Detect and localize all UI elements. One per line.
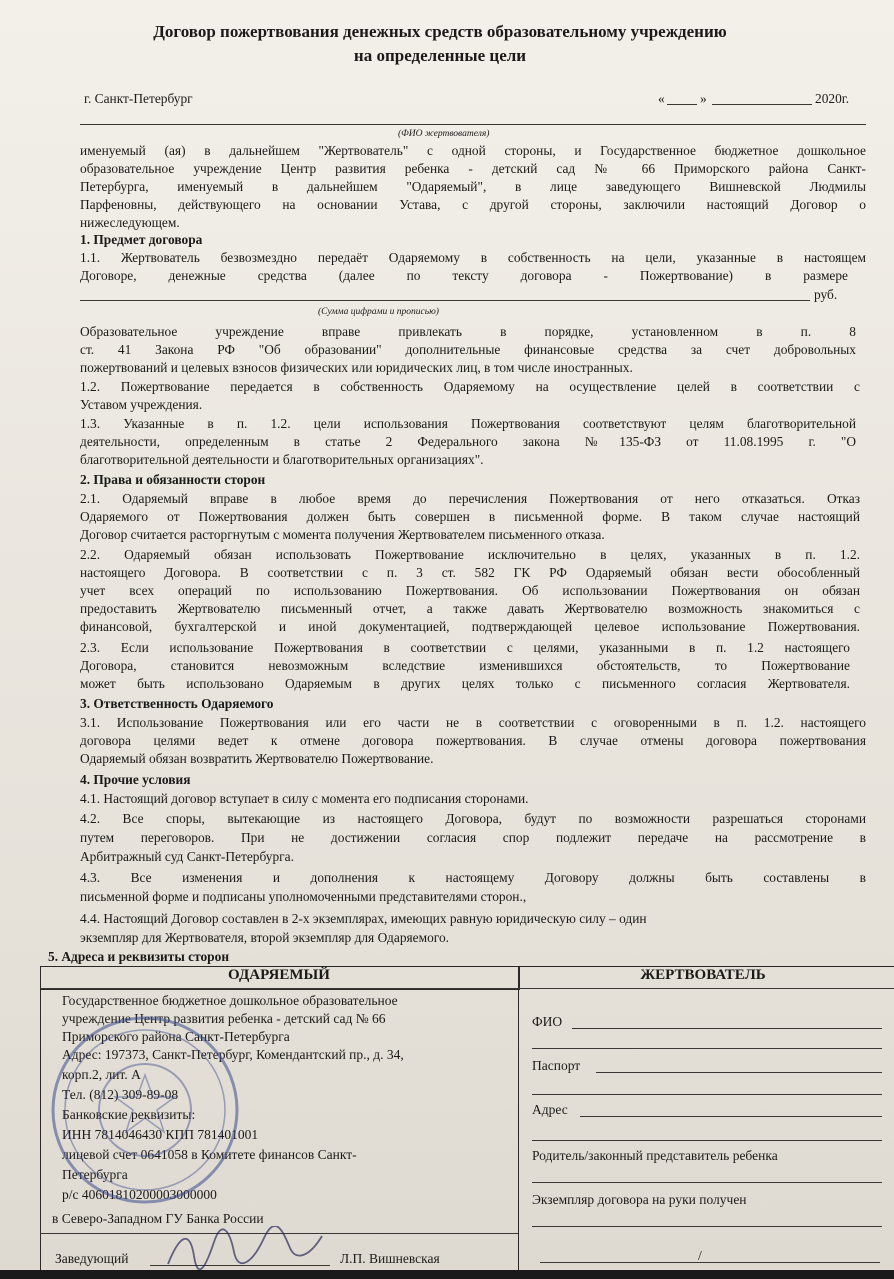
copy-received-line[interactable] [532,1226,882,1227]
clause-2-1: Одаряемого от Пожертвования должен быть совершен в письменной форме. В таком случае настоящий [80,509,860,524]
donee-header: ОДАРЯЕМЫЙ [228,967,330,983]
intro-line: нижеследующем. [80,215,180,230]
section-2-title: 2. Права и обязанности сторон [80,472,266,487]
clause-1-1: 1.1. Жертвователь безвозмездно передаёт Одаряемому в собственность на цели, указанные в настоящем [80,250,866,265]
donor-passport-line-2[interactable] [532,1094,882,1095]
donee-line: учреждение Центр развития ребенка - детский сад № 66 [62,1011,386,1026]
donor-address-line[interactable] [580,1116,882,1117]
section-3-title: 3. Ответственность Одаряемого [80,696,274,711]
fio-caption: (ФИО жертвователя) [398,129,490,139]
clause-2-3: Договора, становится невозможным вследствие изменившихся обстоятельств, то Пожертвование [80,658,850,673]
donor-passport-label: Паспорт [532,1058,581,1073]
date-close-quote: » [700,91,707,106]
section-5-title: 5. Адреса и реквизиты сторон [48,949,230,964]
intro-line: именуемый (ая) в дальнейшем "Жертвователь" с одной стороны, и Государственное бюджетное дошкольное [80,143,866,158]
donor-passport-line[interactable] [596,1072,882,1073]
sum-blank-line [80,300,810,301]
donee-line: корп.2, лит. А [62,1067,141,1082]
rub-label: руб. [814,287,838,302]
clause-2-3: 2.3. Если использование Пожертвования в соответствии с целями, указанными в п. 1.2 настоящего [80,640,850,655]
donee-line: Банковские реквизиты: [62,1107,196,1122]
donee-line: в Северо-Западном ГУ Банка России [52,1211,264,1226]
clause-1-3: 1.3. Указанные в п. 1.2. цели использования Пожертвования соответствуют целям благотворительной [80,416,856,431]
clause-3-1: договора целями ведет к отмене договора пожертвования. В случае отмены договора пожертвования [80,733,866,748]
donee-line: Петербурга [62,1167,128,1182]
date-day-blank [667,104,697,105]
clause-2-2: финансовой, бухгалтерской и иной документацией, подтверждающей целевое использование Пожертвования. [80,619,860,634]
clause-1-1b: ст. 41 Закона РФ "Об образовании" дополнительные финансовые средства за счет добровольных [80,342,856,357]
donor-fio-line-2[interactable] [532,1048,882,1049]
clause-2-2: учет всех операций по использованию Пожертвования. Об использовании Пожертвования он обязан [80,583,860,598]
head-label: Заведующий [55,1251,129,1266]
signature-icon [160,1226,330,1270]
copy-received-label: Экземпляр договора на руки получен [532,1192,747,1207]
donee-line: Приморского района Санкт-Петербурга [62,1029,290,1044]
clause-1-1: Договоре, денежные средства (далее по тексту договора - Пожертвование) в размере [80,268,848,283]
clause-2-1: Договор считается расторгнутым с момента получения Жертвователем письменного отказа. [80,527,605,542]
donor-representative-line[interactable] [532,1182,882,1183]
clause-2-2: предоставить Жертвователю письменный отчет, а также давать Жертвователю возможность знакомиться с [80,601,860,616]
donee-line: Государственное бюджетное дошкольное образовательное [62,993,398,1008]
clause-1-2: 1.2. Пожертвование передается в собственность Одаряемому на осуществление целей в соответствии с [80,379,860,394]
intro-line: Петербурга, именуемый в дальнейшем "Одаряемый", в лице заведующего Вишневской Людмилы [80,179,866,194]
donor-address-line-2[interactable] [532,1140,882,1141]
fio-blank-line [80,124,866,125]
clause-1-1b: пожертвований и целевых взносов физических или юридических лиц, в том числе иностранных. [80,360,633,375]
photo-bottom-edge [0,1270,894,1279]
donor-address-label: Адрес [532,1102,568,1117]
clause-3-1: 3.1. Использование Пожертвования или его части не в соответствии с оговоренными в п. 1.2. настоящего [80,715,866,730]
title-line-2: на определенные цели [353,46,527,65]
date-open-quote: « [658,91,665,106]
date-month-blank [712,104,812,105]
clause-4-2: Арбитражный суд Санкт-Петербурга. [80,849,294,864]
clause-4-4: 4.4. Настоящий Договор составлен в 2-х экземплярах, имеющих равную юридическую силу – один [80,911,647,926]
table-divider [518,966,520,1270]
clause-2-3: может быть использовано Одаряемым в других целях только с письменного согласия Жертвователя. [80,676,850,691]
clause-2-2: настоящего Договора. В соответствии с п. 3 ст. 582 ГК РФ Одаряемый обязан вести обособленный [80,565,860,580]
date-year: 2020г. [815,91,850,106]
title-line-1: Договор пожертвования денежных средств образовательному учреждению [153,22,727,41]
clause-2-2: 2.2. Одаряемый обязан использовать Пожертвование исключительно в целях, указанных в п. 1.2. [80,547,860,562]
section-1-title: 1. Предмет договора [80,232,203,247]
clause-4-4: экземпляр для Жертвователя, второй экземпляр для Одаряемого. [80,930,449,945]
donor-fio-line[interactable] [572,1028,882,1029]
city: г. Санкт-Петербург [84,91,193,106]
donee-line: р/с 40601810200003000000 [62,1187,217,1202]
clause-1-3: благотворительной деятельности и благотворительных организациях". [80,452,484,467]
donor-header: ЖЕРТВОВАТЕЛЬ [640,967,766,983]
clause-4-2: 4.2. Все споры, вытекающие из настоящего Договора, будут по возможности разрешаться сторонами [80,811,866,826]
donor-representative-label: Родитель/законный представитель ребенка [532,1148,778,1163]
donee-line: Адрес: 197373, Санкт-Петербург, Комендантский пр., д. 34, [62,1047,404,1062]
clause-4-3: письменной форме и подписаны уполномоченными представителями сторон., [80,889,527,904]
clause-2-1: 2.1. Одаряемый вправе в любое время до перечисления Пожертвования от него отказаться. Отказ [80,491,860,506]
clause-3-1: Одаряемый обязан возвратить Жертвователю Пожертвование. [80,751,434,766]
donee-line: лицевой счет 0641058 в Комитете финансов Санкт- [62,1147,357,1162]
donor-fio-label: ФИО [532,1014,563,1029]
signature-slash: / [698,1248,702,1263]
clause-1-3: деятельности, определенным в статье 2 Федерального закона №135-ФЗ от 11.08.1995 г. "О [80,434,856,449]
donee-line: Тел. (812) 309-89-08 [62,1087,179,1102]
head-name: Л.П. Вишневская [340,1251,440,1266]
intro-line: образовательное учреждение Центр развития ребенка - детский сад № 66 Приморского района Санкт- [80,161,866,176]
sum-caption: (Сумма цифрами и прописью) [318,307,439,317]
intro-line: Парфеновны, действующего на основании Устава, с другой стороны, заключили настоящий Договор о [80,197,866,212]
clause-4-2: путем переговоров. При не достижении согласия спор подлежит передаче на рассмотрение в [80,830,866,845]
donor-signature-line[interactable] [540,1262,880,1263]
donee-line: ИНН 7814046430 КПП 781401001 [62,1127,259,1142]
document-title [60,20,820,68]
clause-4-3: 4.3. Все изменения и дополнения к настоящему Договору должны быть составлены в [80,870,866,885]
clause-1-2: Уставом учреждения. [80,397,203,412]
table-header-rule [40,988,894,989]
section-4-title: 4. Прочие условия [80,772,191,787]
clause-4-1: 4.1. Настоящий договор вступает в силу с момента его подписания сторонами. [80,791,529,806]
clause-1-1b: Образовательное учреждение вправе привлекать в порядке, установленном в п. 8 [80,324,856,339]
